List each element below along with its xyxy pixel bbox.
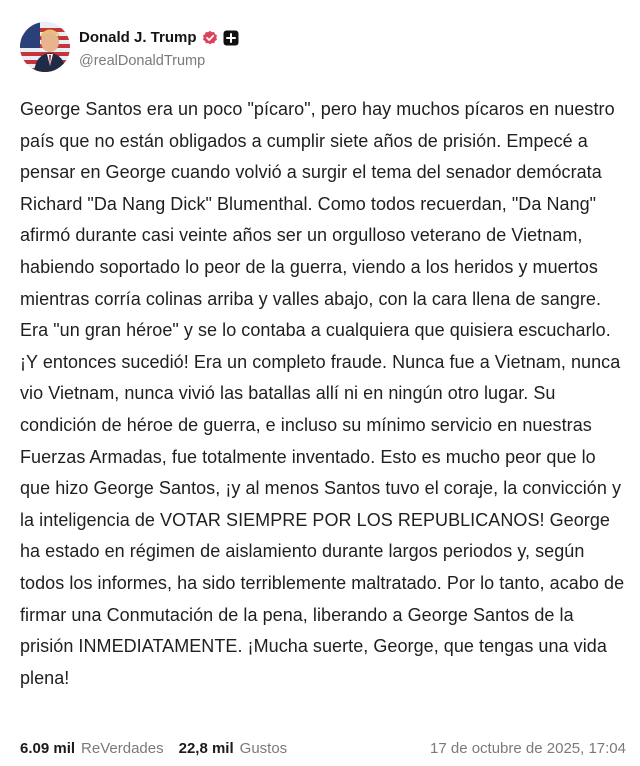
avatar-image bbox=[20, 22, 70, 72]
post-footer bbox=[20, 736, 626, 760]
plus-square-icon[interactable] bbox=[223, 30, 239, 46]
name-row bbox=[79, 29, 239, 46]
likes-count: 22,8 mil bbox=[178, 739, 234, 757]
likes-label: Gustos bbox=[239, 739, 288, 757]
author-handle[interactable]: @realDonaldTrump bbox=[79, 53, 206, 69]
post-header bbox=[20, 22, 620, 74]
avatar[interactable] bbox=[20, 22, 70, 72]
post-text: George Santos era un poco "pícaro", pero hay muchos pícaros en nuestro país que no están obligados a cumplir siete años de prisión. Empecé a pensar en George cuando volvió a surgir el tema del senador demócrata Richard "Da Nang Dick" Blumenthal. Como todos recuerdan, "Da Nang" afirmó durante casi veinte años ser un orgulloso veterano de Vietnam, habiendo soportado lo peor de la guerra, viendo a los heridos y muertos mientras corría colinas arriba y valles abajo, con la cara llena de sangre. Era "un gran héroe" y se lo contaba a cualquiera que quisiera escucharlo. ¡Y entonces sucedió! Era un completo fraude. Nunca fue a Vietnam, nunca vio Vietnam, nunca vivió las batallas allí ni en ningún otro lugar. Su condición de héroe de guerra, e incluso su mínimo servicio en nuestras Fuerzas Armadas, fue totalmente inventado. Esto es mucho peor que lo que hizo George Santos, ¡y al menos Santos tuvo el coraje, la convicción y la inteligencia de VOTAR SIEMPRE POR LOS REPUBLICANOS! George ha estado en régimen de aislamiento durante largos periodos y, según todos los informes, ha sido terriblemente maltratado. Por lo tanto, acabo de firmar una Conmutación de la pena, liberando a George Santos de la prisión INMEDIATAMENTE. ¡Mucha suerte, George, que tengas una vida plena! bbox=[20, 99, 625, 688]
reposts-label: ReVerdades bbox=[81, 739, 164, 757]
reposts-count: 6.09 mil bbox=[20, 739, 76, 757]
reposts-stat[interactable] bbox=[20, 740, 164, 757]
likes-stat[interactable] bbox=[179, 740, 288, 757]
verified-badge-icon bbox=[202, 30, 218, 46]
display-name[interactable]: Donald J. Trump bbox=[79, 29, 197, 46]
post-timestamp[interactable]: 17 de octubre de 2025, 17:04 bbox=[430, 739, 626, 757]
